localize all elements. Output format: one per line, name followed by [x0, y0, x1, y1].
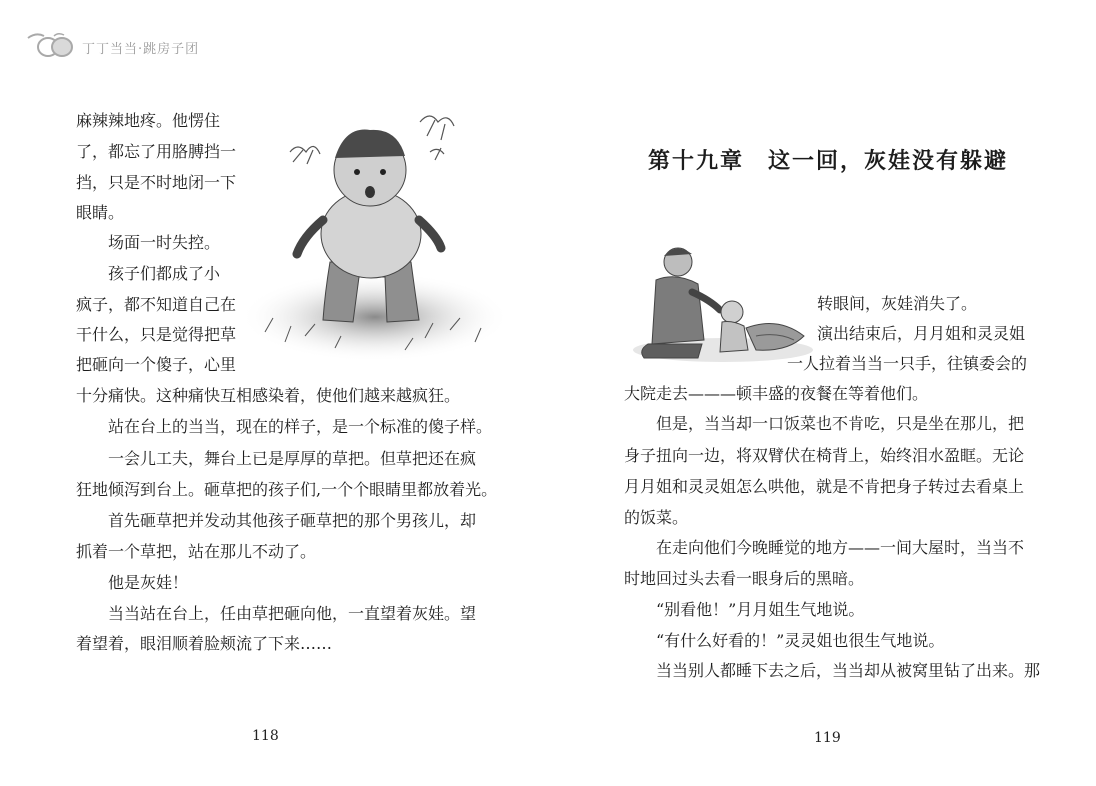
text-line: 时地回过头去看一眼身后的黑暗。 — [624, 569, 865, 588]
man-comforting-child-illustration — [628, 240, 823, 365]
text-line: 狂地倾泻到台上。砸草把的孩子们,一个个眼睛里都放着光。 — [76, 480, 498, 499]
text-line: 在走向他们今晚睡觉的地方——一间大屋时，当当不 — [656, 538, 1025, 557]
text-line: 把砸向一个傻子，心里 — [76, 355, 237, 374]
text-line: 转眼间，灰娃消失了。 — [817, 294, 978, 313]
text-line: 眼睛。 — [76, 203, 125, 222]
text-line: 抓着一个草把，站在那儿不动了。 — [76, 542, 317, 561]
text-line: 挡，只是不时地闭一下 — [76, 173, 237, 192]
page-number: 118 — [252, 728, 279, 744]
text-line: 当当别人都睡下去之后，当当却从被窝里钻了出来。那 — [656, 661, 1041, 680]
text-line: 站在台上的当当，现在的样子，是一个标准的傻子样。 — [108, 417, 493, 436]
text-line: 当当站在台上，任由草把砸向他，一直望着灰娃。望 — [108, 604, 477, 623]
text-line: “别看他！”月月姐生气地说。 — [656, 600, 865, 619]
text-line: 十分痛快。这种痛快互相感染着，使他们越来越疯狂。 — [76, 386, 461, 405]
text-line: 他是灰娃！ — [108, 573, 189, 592]
text-line: 演出结束后，月月姐和灵灵姐 — [817, 324, 1026, 343]
right-page — [548, 0, 1096, 786]
text-line: 一人拉着当当一只手，往镇委会的 — [787, 354, 1028, 373]
text-line: 首先砸草把并发动其他孩子砸草把的那个男孩儿，却 — [108, 511, 477, 530]
text-line: 月月姐和灵灵姐怎么哄他，就是不肯把身子转过去看桌上 — [624, 477, 1025, 496]
text-line: 了，都忘了用胳膊挡一 — [76, 142, 237, 161]
text-line: 身子扭向一边，将双臂伏在椅背上，始终泪水盈眶。无论 — [624, 446, 1025, 465]
text-line: 疯子，都不知道自己在 — [76, 295, 237, 314]
series-title: 丁丁当当·跳房子团 — [82, 41, 200, 57]
page-number: 119 — [814, 730, 841, 746]
text-line: “有什么好看的！”灵灵姐也很生气地说。 — [656, 631, 945, 650]
text-line: 大院走去———顿丰盛的夜餐在等着他们。 — [624, 384, 929, 403]
text-line: 孩子们都成了小 — [108, 264, 221, 283]
text-line: 着望着，眼泪顺着脸颊流了下来…… — [76, 634, 333, 653]
text-line: 一会儿工夫，舞台上已是厚厚的草把。但草把还在疯 — [108, 449, 477, 468]
text-line: 场面一时失控。 — [108, 233, 221, 252]
text-line: 麻辣辣地疼。他愣住 — [76, 111, 221, 130]
text-line: 但是，当当却一口饭菜也不肯吃，只是坐在那儿，把 — [656, 414, 1025, 433]
text-line: 的饭菜。 — [624, 508, 689, 527]
chubby-boy-illustration — [235, 92, 520, 367]
text-line: 干什么，只是觉得把草 — [76, 325, 237, 344]
chapter-title: 第十九章 这一回，灰娃没有躲避 — [648, 148, 1009, 174]
